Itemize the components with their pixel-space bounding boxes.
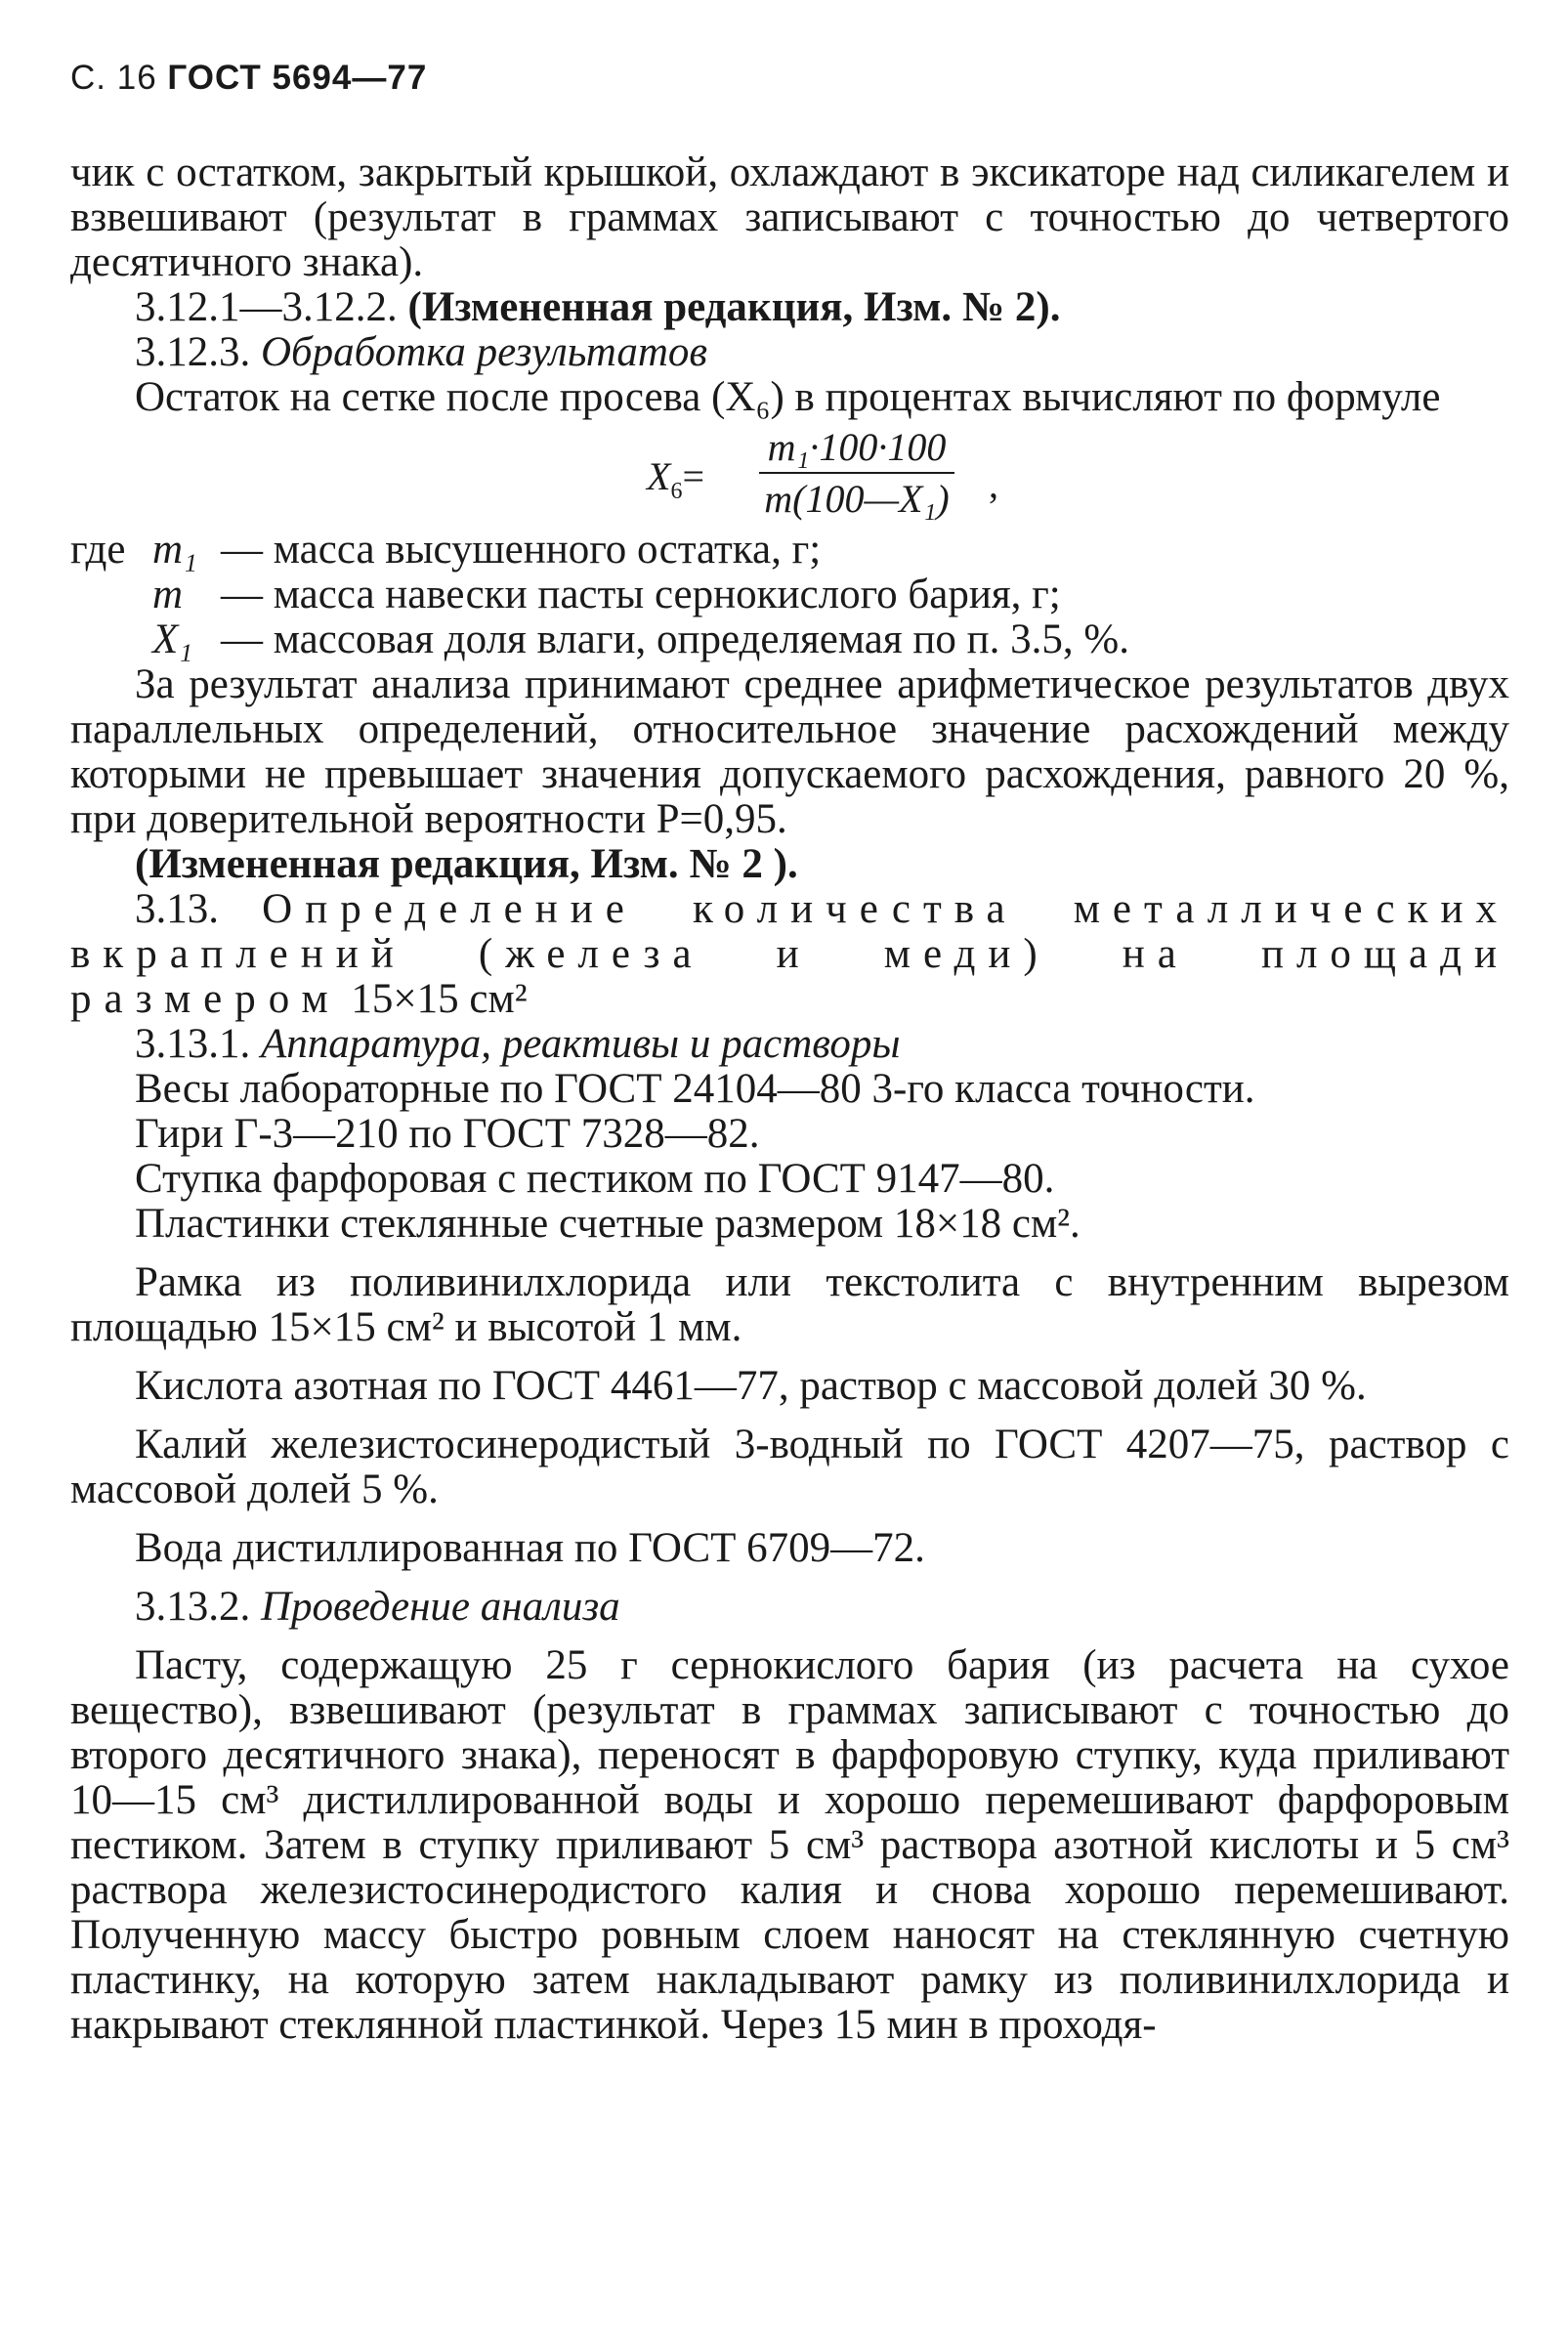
amendment-note-2: (Измененная редакция, Изм. № 2 ). xyxy=(135,841,798,887)
section-number: 3.13.2. xyxy=(135,1584,251,1630)
equipment-item: Гири Г-3—210 по ГОСТ 7328—82. xyxy=(135,1111,760,1157)
reagent-kalium: Калий железистосинеродистый 3-водный по ГОСТ 4207—75, раствор с массовой долей 5 %. xyxy=(70,1422,1509,1512)
variable-legend xyxy=(70,528,1509,662)
section-3-13-2-heading xyxy=(70,1585,1509,1630)
section-3-13-heading xyxy=(70,887,1509,1022)
section-number: 3.12.3. xyxy=(135,329,251,375)
formula-fraction xyxy=(759,424,954,522)
area-size: 15×15 см² xyxy=(351,976,528,1022)
legend-row: где m₁ — масса высушенного остатка, г; xyxy=(70,527,822,573)
section-3-12-3-heading xyxy=(70,330,1509,375)
formula-lhs: $X_6=$ xyxy=(647,454,704,504)
page-number: С. 16 xyxy=(70,59,157,97)
section-number: 3.13.1. xyxy=(135,1021,251,1067)
formula xyxy=(70,420,1509,528)
amendment-text: (Измененная редакция, Изм. № 2). xyxy=(407,284,1061,330)
formula-intro: Остаток на сетке после просева (X₆) в процентах вычисляют по формуле xyxy=(135,374,1441,420)
formula-comma: , xyxy=(989,462,998,506)
equipment-item: Ступка фарфоровая с пестиком по ГОСТ 9147—80. xyxy=(135,1156,1055,1202)
paragraph-result: За результат анализа принимают среднее арифметическое результатов двух параллельных определений, относительное значение расхождений между которыми не превышает значения допускаемого расхождения, равного 20 %, при доверительной вероятности P=0,95. xyxy=(70,661,1509,842)
equipment-item: Весы лабораторные по ГОСТ 24104—80 3-го класса точности. xyxy=(135,1066,1255,1112)
section-number: 3.12.1—3.12.2. xyxy=(135,284,398,330)
section-title: Аппаратура, реактивы и растворы xyxy=(261,1021,901,1067)
section-title: Определение количества металлических вкраплений (железа и меди) на площади размером xyxy=(70,886,1509,1022)
equipment-frame: Рамка из поливинилхлорида или текстолита с внутренним вырезом площадью 15×15 см² и высотой 1 мм. xyxy=(70,1259,1509,1350)
section-number: 3.13. xyxy=(135,886,219,932)
reagent-acid: Кислота азотная по ГОСТ 4461—77, раствор с массовой долей 30 %. xyxy=(135,1363,1367,1409)
formula-denominator: m(100—X₁) xyxy=(764,477,950,521)
paragraph-continuation: чик с остатком, закрытый крышкой, охлаждают в эксикаторе над силикагелем и взвешивают (результат в граммах записывают с точностью до четвертого десятичного знака). xyxy=(70,149,1509,285)
reagent-water: Вода дистиллированная по ГОСТ 6709—72. xyxy=(135,1525,925,1571)
section-title: Обработка результатов xyxy=(261,329,708,375)
legend-row: X₁ — массовая доля влаги, определяемая по п. 3.5, %. xyxy=(152,616,1129,662)
legend-row: m — масса навески пасты сернокислого бария, г; xyxy=(152,572,1061,617)
equipment-item: Пластинки стеклянные счетные размером 18×18 см². xyxy=(135,1201,1081,1247)
page-header xyxy=(70,59,1509,98)
amendment-note-1 xyxy=(70,285,1509,330)
procedure-paragraph: Пасту, содержащую 25 г сернокислого бария (из расчета на сухое вещество), взвешивают (результат в граммах записывают с точностью до второго десятичного знака), переносят в фарфоровую ступку, куда приливают 10—15 см³ дистиллированной воды и хорошо перемешивают фарфоровым пестиком. Затем в ступку приливают 5 см³ раствора азотной кислоты и 5 см³ раствора железистосинеродистого калия и снова хорошо перемешивают. Полученную массу быстро ровным слоем наносят на стеклянную счетную пластинку, на которую затем накладывают рамку из поливинилхлорида и накрывают стеклянной пластинкой. Через 15 мин в проходя- xyxy=(70,1642,1509,2048)
section-title: Проведение анализа xyxy=(261,1584,620,1630)
section-3-13-1-heading xyxy=(70,1022,1509,1067)
standard-code: ГОСТ 5694—77 xyxy=(167,59,428,97)
formula-numerator: m₁·100·100 xyxy=(759,424,954,474)
